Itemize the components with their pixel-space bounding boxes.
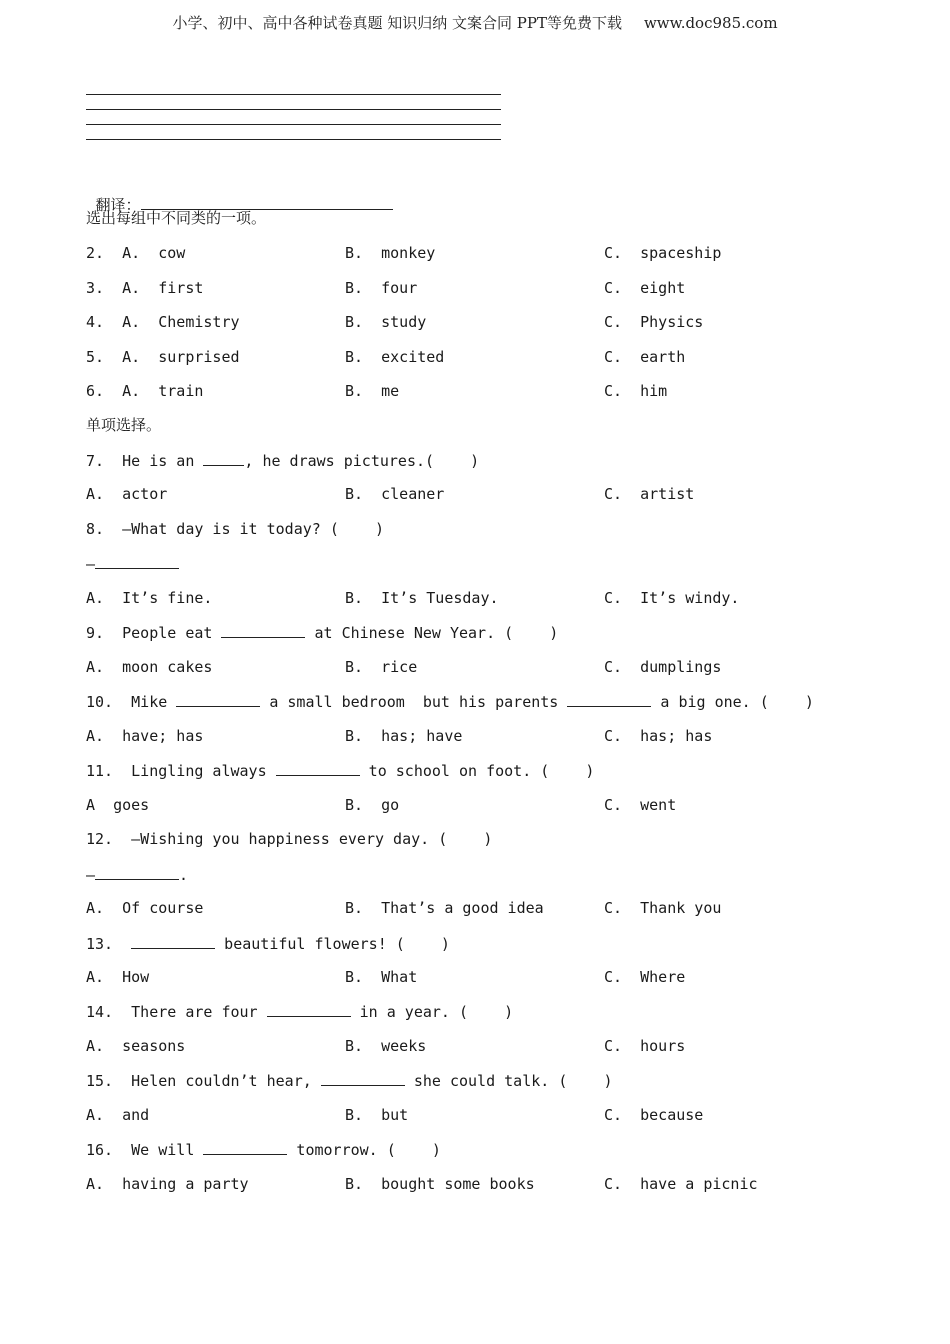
q3-option-c[interactable]: C. eight <box>604 279 686 297</box>
q12-option-c[interactable]: C. Thank you <box>604 899 722 917</box>
q7-stem: 7. He is an , he draws pictures.( ) <box>86 452 480 470</box>
q10-option-c[interactable]: C. has; has <box>604 727 713 745</box>
q14-option-c[interactable]: C. hours <box>604 1037 686 1055</box>
q12-reply: — . <box>86 866 189 884</box>
q4-option-b[interactable]: B. study <box>345 313 427 331</box>
q13-blank[interactable] <box>131 933 215 949</box>
q6-option-b[interactable]: B. me <box>345 382 400 400</box>
q2-option-b[interactable]: B. monkey <box>345 244 436 262</box>
q8-option-b[interactable]: B. It’s Tuesday. <box>345 589 499 607</box>
q5-option-a[interactable]: 5. A. surprised <box>86 348 240 366</box>
translation-label: 翻译： <box>95 196 141 214</box>
q12-blank[interactable] <box>95 864 179 880</box>
q8-option-a[interactable]: A. It’s fine. <box>86 589 213 607</box>
q16-option-c[interactable]: C. have a picnic <box>604 1175 758 1193</box>
q15-stem: 15. Helen couldn’t hear, she could talk. ( ) <box>86 1072 613 1090</box>
q3-option-a[interactable]: 3. A. first <box>86 279 204 297</box>
q2-option-c[interactable]: C. spaceship <box>604 244 722 262</box>
q5-option-c[interactable]: C. earth <box>604 348 686 366</box>
q10-blank-1[interactable] <box>176 691 260 707</box>
q6-option-c[interactable]: C. him <box>604 382 668 400</box>
header-text: 小学、初中、高中各种试卷真题 知识归纳 文案合同 PPT等免费下载 <box>172 14 622 32</box>
q5-option-b[interactable]: B. excited <box>345 348 445 366</box>
q12-option-a[interactable]: A. Of course <box>86 899 204 917</box>
q16-blank[interactable] <box>203 1139 287 1155</box>
q9-stem: 9. People eat at Chinese New Year. ( ) <box>86 624 559 642</box>
q12-option-b[interactable]: B. That’s a good idea <box>345 899 544 917</box>
q8-blank[interactable] <box>95 553 179 569</box>
section-choice-title: 单项选择。 <box>86 416 162 434</box>
q8-stem: 8. —What day is it today? ( ) <box>86 520 385 538</box>
q14-option-a[interactable]: A. seasons <box>86 1037 186 1055</box>
q13-stem: 13. beautiful flowers! ( ) <box>86 935 450 953</box>
answer-rule-4 <box>86 139 501 140</box>
q11-blank[interactable] <box>276 760 360 776</box>
q13-option-a[interactable]: A. How <box>86 968 150 986</box>
q10-blank-2[interactable] <box>567 691 651 707</box>
q11-option-b[interactable]: B. go <box>345 796 400 814</box>
q13-option-c[interactable]: C. Where <box>604 968 686 986</box>
q11-option-c[interactable]: C. went <box>604 796 677 814</box>
q9-option-c[interactable]: C. dumplings <box>604 658 722 676</box>
q7-option-c[interactable]: C. artist <box>604 485 695 503</box>
q9-blank[interactable] <box>221 622 305 638</box>
q4-option-a[interactable]: 4. A. Chemistry <box>86 313 240 331</box>
q12-stem: 12. —Wishing you happiness every day. ( ) <box>86 830 493 848</box>
answer-rule-3 <box>86 124 501 125</box>
q8-reply: — <box>86 553 179 574</box>
q9-option-a[interactable]: A. moon cakes <box>86 658 213 676</box>
q16-stem: 16. We will tomorrow. ( ) <box>86 1141 441 1159</box>
answer-rule-2 <box>86 109 501 110</box>
q10-stem: 10. Mike a small bedroom but his parents a big one. ( ) <box>86 693 814 711</box>
q2-option-a[interactable]: 2. A. cow <box>86 244 186 262</box>
q11-stem: 11. Lingling always to school on foot. ( ) <box>86 762 595 780</box>
q10-option-b[interactable]: B. has; have <box>345 727 463 745</box>
q14-stem: 14. There are four in a year. ( ) <box>86 1003 514 1021</box>
q15-option-c[interactable]: C. because <box>604 1106 704 1124</box>
header-url[interactable]: www.doc985.com <box>643 14 778 32</box>
q14-option-b[interactable]: B. weeks <box>345 1037 427 1055</box>
q13-option-b[interactable]: B. What <box>345 968 418 986</box>
q10-option-a[interactable]: A. have; has <box>86 727 204 745</box>
q7-option-a[interactable]: A. actor <box>86 485 168 503</box>
q3-option-b[interactable]: B. four <box>345 279 418 297</box>
q11-option-a[interactable]: A goes <box>86 796 150 814</box>
q9-option-b[interactable]: B. rice <box>345 658 418 676</box>
q15-option-b[interactable]: B. but <box>345 1106 409 1124</box>
q8-option-c[interactable]: C. It’s windy. <box>604 589 740 607</box>
q16-option-b[interactable]: B. bought some books <box>345 1175 535 1193</box>
q7-option-b[interactable]: B. cleaner <box>345 485 445 503</box>
q6-option-a[interactable]: 6. A. train <box>86 382 204 400</box>
q7-blank[interactable] <box>203 450 244 466</box>
q14-blank[interactable] <box>267 1001 351 1017</box>
answer-rule-1 <box>86 94 501 95</box>
section-classify-title: 选出每组中不同类的一项。 <box>86 209 267 227</box>
q15-option-a[interactable]: A. and <box>86 1106 150 1124</box>
q16-option-a[interactable]: A. having a party <box>86 1175 249 1193</box>
page-header <box>0 12 950 33</box>
q4-option-c[interactable]: C. Physics <box>604 313 704 331</box>
q15-blank[interactable] <box>321 1070 405 1086</box>
